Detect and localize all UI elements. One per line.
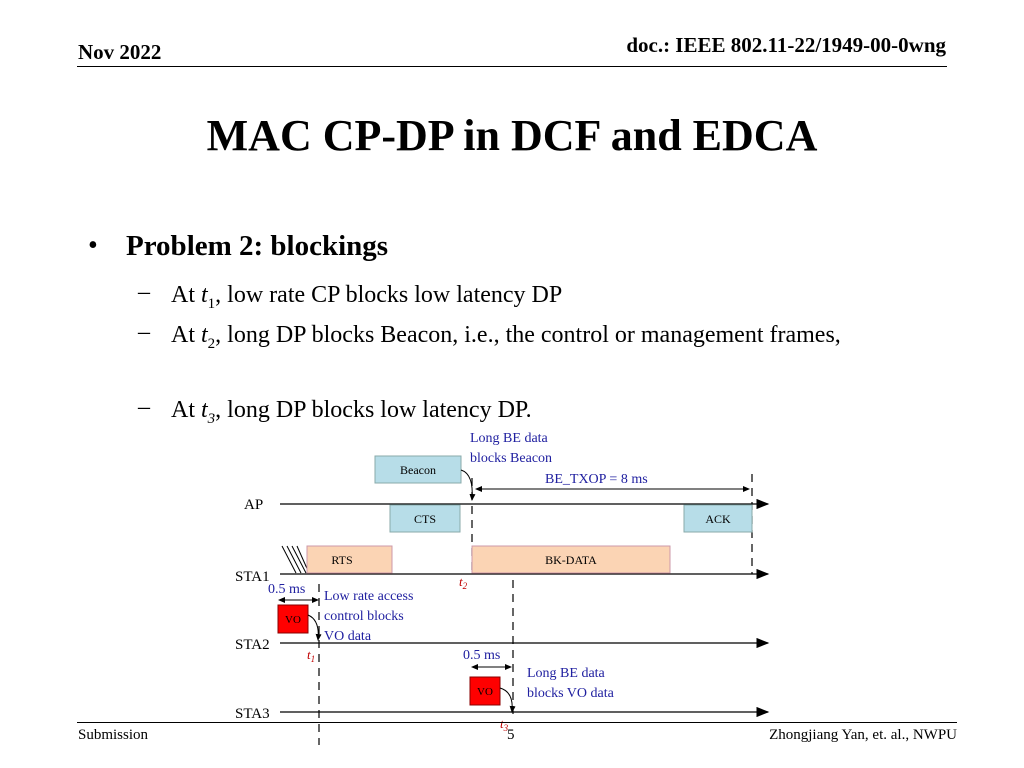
- sub-bullet-3-pre: At: [171, 397, 201, 423]
- t2-label: [459, 574, 468, 591]
- t2-label-var: t: [459, 574, 463, 589]
- slide-title: MAC CP-DP in DCF and EDCA: [206, 111, 818, 160]
- header-doc-id: doc.: IEEE 802.11-22/1949-00-0wng: [626, 33, 946, 57]
- t2-label-sub: 2: [462, 581, 468, 591]
- vo-frame-sta3-label: VO: [477, 686, 493, 698]
- low-rate-line3: VO data: [324, 629, 372, 644]
- sub-bullet-dash: –: [138, 394, 150, 420]
- t3-label-var: t: [500, 716, 504, 731]
- sub-bullet-3-post: , long DP blocks low latency DP.: [215, 397, 532, 423]
- low-rate-line2: control blocks: [324, 609, 404, 624]
- sub-bullet-dash: –: [138, 319, 150, 345]
- station-label-ap: AP: [244, 497, 264, 513]
- long-be-vo-line1: Long BE data: [527, 666, 605, 681]
- sub-bullet-dash: –: [138, 279, 150, 305]
- sub-bullet-1-var: t: [201, 282, 208, 308]
- sub-bullet-3-sub: 3: [207, 410, 216, 427]
- sub-bullet-1-sub: 1: [207, 295, 216, 312]
- ack-frame-label: ACK: [705, 512, 731, 526]
- sub-bullet-3-var: t: [201, 397, 208, 423]
- rts-frame-label: RTS: [331, 553, 353, 567]
- station-label-sta1: STA1: [235, 569, 270, 585]
- cts-frame-label: CTS: [413, 512, 437, 526]
- long-be-beacon-line1: Long BE data: [470, 431, 548, 446]
- long-be-vo-line2: blocks VO data: [527, 686, 614, 701]
- footer-divider: [77, 722, 957, 723]
- backoff-hatch: [282, 546, 309, 573]
- bullet-heading: Problem 2: blockings: [126, 230, 389, 262]
- long-be-beacon-line2: blocks Beacon: [470, 451, 553, 466]
- sub-bullet-2-sub: 2: [207, 335, 216, 352]
- t1-label: [307, 647, 315, 664]
- half-ms-label-2: 0.5 ms: [463, 648, 501, 663]
- half-ms-label-1: 0.5 ms: [268, 582, 306, 597]
- footer-submission: Submission: [78, 727, 149, 743]
- sub-bullet-2-pre: At: [171, 322, 201, 348]
- bullet-marker: •: [88, 230, 98, 261]
- sub-bullet-2-var: t: [201, 322, 208, 348]
- low-rate-line1: Low rate access: [324, 589, 414, 604]
- t1-label-var: t: [307, 647, 311, 662]
- sub-bullet-2-post: , long DP blocks Beacon, i.e., the control or management frames,: [215, 322, 841, 348]
- be-txop-label: BE_TXOP = 8 ms: [545, 472, 648, 487]
- sub-bullet-1-pre: At: [171, 282, 201, 308]
- t1-label-sub: 1: [310, 654, 316, 664]
- header-date: Nov 2022: [78, 40, 162, 64]
- vo-blocked-arrow-2: [500, 688, 512, 712]
- sub-bullet-1-post: , low rate CP blocks low latency DP: [215, 282, 563, 308]
- t3-label-sub: 3: [503, 723, 509, 733]
- vo-blocked-arrow-1: [308, 615, 318, 640]
- bk-data-frame-label: BK-DATA: [545, 553, 597, 567]
- station-label-sta2: STA2: [235, 637, 270, 653]
- vo-frame-sta2-label: VO: [285, 614, 301, 626]
- beacon-frame-label: Beacon: [400, 463, 436, 477]
- beacon-blocked-arrow: [461, 470, 472, 500]
- footer-page-number: 5: [507, 727, 515, 743]
- station-label-sta3: STA3: [235, 706, 270, 722]
- footer-authors: Zhongjiang Yan, et. al., NWPU: [769, 727, 957, 743]
